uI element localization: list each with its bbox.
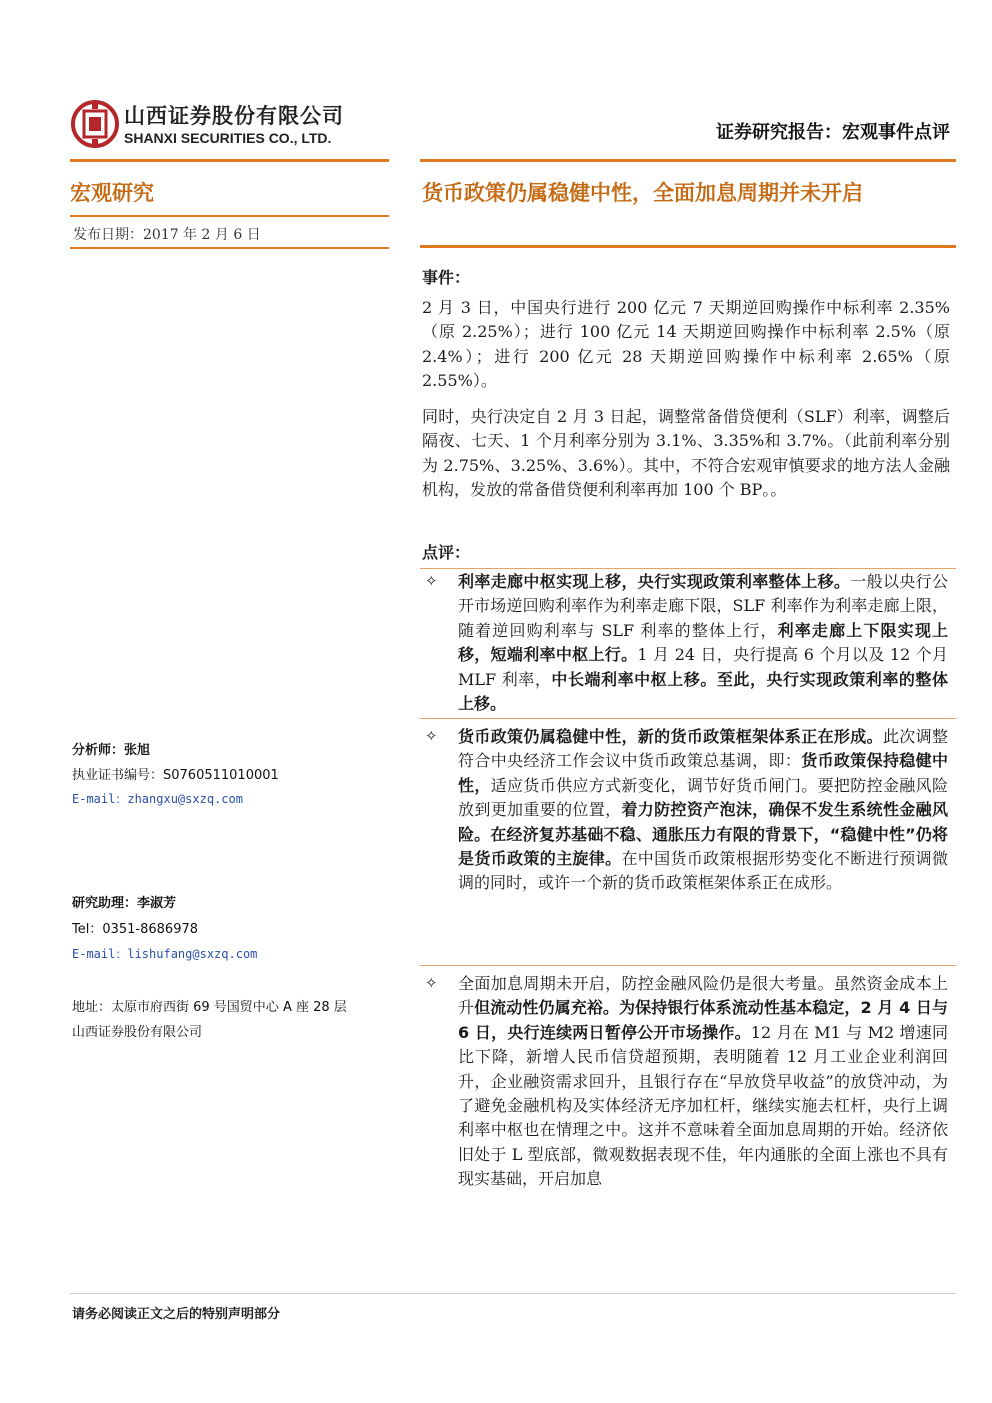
b2-strong-2: 货币政策保持稳健中性， (458, 751, 948, 795)
b1-strong-3: 中长端利率中枢上移。至此，央行实现政策利率的整体上移。 (458, 669, 948, 714)
company-name-en: SHANXI SECURITIES CO., LTD. (124, 130, 332, 146)
assistant-email-label: E-mail： (72, 947, 128, 961)
cert-number: S0760511010001 (163, 768, 279, 783)
disclaimer-note: 请务必阅读正文之后的特别声明部分 (72, 1307, 281, 1322)
analyst-name: 张旭 (124, 743, 151, 758)
header-divider-right (420, 159, 956, 162)
diamond-bullet-icon: ✧ (425, 572, 438, 590)
comment-bullet-1 (458, 570, 948, 716)
assistant-line (72, 892, 176, 911)
section-label: 宏观研究 (70, 181, 154, 205)
address-line-2: 山西证券股份有限公司 (72, 1025, 203, 1040)
date-divider (70, 247, 389, 249)
bullet-divider-2 (420, 718, 956, 719)
b3-text-1: 全面加息周期未开启，防控金融风险仍是很大考量。虽然资金成本上升 (458, 974, 948, 1018)
b2-strong-1: 货币政策仍属稳健中性，新的货币政策框架体系正在形成。 (458, 727, 883, 746)
cert-label: 执业证书编号： (72, 768, 164, 783)
b2-text-1: 此次调整符合中央经济工作会议中货币政策总基调，即： (458, 727, 948, 771)
b2-text-2: 适应货币供应方式新变化，调节好货币闸门。要把防控金融风险放到更加重要的位置， (458, 775, 948, 820)
b2-strong-3: 着力防控资产泡沫，确保不发生系统性金融风险。在经济复苏基础不稳、通胀压力有限的背景下，“稳健中性”仍将是货币政策的主旋律。 (458, 800, 948, 869)
b1-text-1: 一般以央行公开市场逆回购利率作为利率走廊下限，SLF 利率作为利率走廊上限，随着逆回购利率与 SLF 利率的整体上行， (458, 572, 948, 640)
comment-heading: 点评： (422, 543, 471, 562)
assistant-name: 李淑芳 (137, 896, 177, 911)
tel-number: 0351-8686978 (102, 922, 199, 937)
page-title: 货币政策仍属稳健中性，全面加息周期并未开启 (422, 181, 863, 205)
address-line-1: 地址：太原市府西街 69 号国贸中心 A 座 28 层 (72, 1000, 347, 1015)
bullet-divider-3 (420, 965, 956, 966)
analyst-email-link[interactable]: zhangxu@sxzq.com (127, 792, 243, 806)
b3-text-2: 12 月在 M1 与 M2 增速同比下降，新增人民币信贷超预期，表明随着 12 月工业企业利润回升，企业融资需求回升，且银行存在“早放贷早收益”的放贷冲动，为了避免金融机构及实体经济无序加杠杆，继续实施去杠杆，央行上调利率中枢也在情理之中。这并不意味着全面加息周期的开始。经济依旧处于 L 型底部，微观数据表现不佳，年内通胀的全面上涨也不具有现实基础，开启加息 (458, 1022, 948, 1189)
assistant-tel-line (72, 918, 198, 937)
event-paragraph-1: 2 月 3 日，中国央行进行 200 亿元 7 天期逆回购操作中标利率 2.35%（原 2.25%）；进行 100 亿元 14 天期逆回购操作中标利率 2.5%（原 2.4%）；进行 200 亿元 28 天期逆回购操作中标利率 2.65%（原 2.55%）。 (422, 298, 950, 391)
analyst-email-line (72, 790, 243, 807)
bullet-divider-1 (420, 568, 956, 569)
assistant-email-link[interactable]: lishufang@sxzq.com (127, 947, 258, 961)
event-heading: 事件： (422, 268, 471, 287)
header-divider-left (70, 159, 389, 162)
comment-bullet-2 (458, 725, 948, 896)
footer-divider (70, 1293, 956, 1294)
diamond-bullet-icon: ✧ (425, 727, 438, 745)
tel-label: Tel： (72, 922, 103, 937)
analyst-cert-line (72, 764, 279, 783)
company-name-cn: 山西证券股份有限公司 (124, 104, 344, 128)
title-divider-right (420, 245, 956, 248)
diamond-bullet-icon: ✧ (425, 974, 438, 992)
shanxi-securities-logo-icon (70, 97, 120, 151)
b1-text-2: 1 月 24 日，央行提高 6 个月以及 12 个月 MLF 利率， (458, 645, 948, 689)
title-divider-left (70, 215, 389, 217)
b3-strong-1: 但流动性仍属充裕。为保持银行体系流动性基本稳定，2 月 4 日与 6 日，央行连续两日暂停公开市场操作。 (458, 998, 948, 1042)
comment-bullet-3 (458, 972, 948, 1192)
report-type: 证券研究报告：宏观事件点评 (716, 122, 950, 143)
assistant-label: 研究助理： (72, 896, 138, 911)
analyst-line (72, 739, 150, 758)
b1-strong-1: 利率走廊中枢实现上移，央行实现政策利率整体上移。 (458, 572, 851, 591)
event-paragraph-2: 同时，央行决定自 2 月 3 日起，调整常备借贷便利（SLF）利率，调整后隔夜、七天、1 个月利率分别为 3.1%、3.35%和 3.7%。（此前利率分别为 2.75%、3.25%、3.6%）。其中，不符合宏观审慎要求的地方法人金融机构，发放的常备借贷便利利率再加 100 个 BP。。 (422, 407, 950, 500)
analyst-email-label: E-mail： (72, 792, 128, 806)
b2-text-3: 在中国货币政策根据形势变化不断进行预调微调的同时，或许一个新的货币政策框架体系正在成形。 (458, 849, 948, 893)
analyst-label: 分析师： (72, 743, 125, 758)
publish-date: 发布日期：2017 年 2 月 6 日 (73, 227, 261, 243)
b1-strong-2: 利率走廊上下限实现上移，短端利率中枢上行。 (458, 620, 948, 665)
assistant-email-line (72, 945, 257, 962)
